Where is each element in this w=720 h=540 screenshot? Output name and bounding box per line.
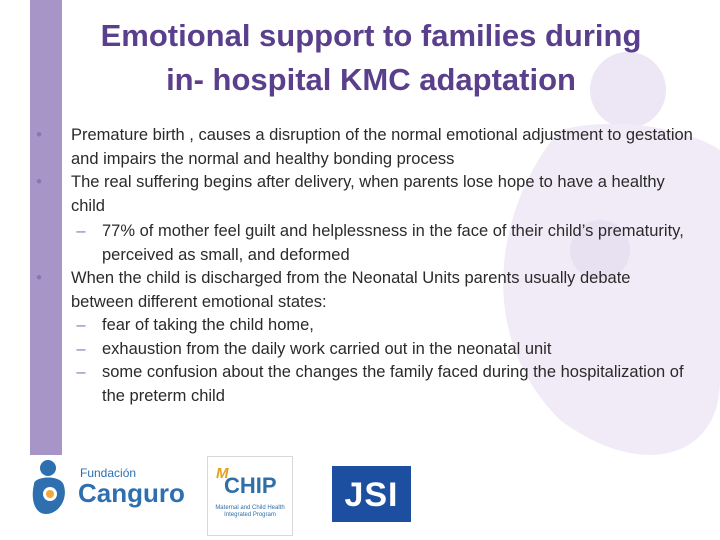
- sub-bullet-item: [28, 220, 693, 267]
- mchip-mark: M: [216, 465, 229, 482]
- sub-bullet-text: fear of taking the child home,: [102, 316, 314, 334]
- title-line-1: Emotional support to families during: [100, 18, 642, 53]
- mchip-word: CHIP: [224, 473, 277, 498]
- sub-bullet-marker: –: [76, 363, 86, 381]
- kangaroo-icon: [28, 456, 76, 518]
- slide-title: [62, 14, 680, 102]
- sub-bullet-marker: –: [76, 222, 86, 240]
- bullet-text: Premature birth , causes a disruption of the normal emotional adjustment to gestation and impairs the normal and healthy bonding process: [71, 126, 693, 168]
- bullet-item: [28, 267, 693, 314]
- mchip-logo: [207, 456, 293, 536]
- bullet-item: [28, 124, 693, 171]
- jsi-text: JSI: [344, 476, 399, 514]
- sponsor-logos: [0, 450, 720, 540]
- mchip-subtitle: Maternal and Child Health Integrated Program: [215, 505, 285, 518]
- bullet-text: The real suffering begins after delivery, when parents lose hope to have a healthy child: [71, 173, 665, 215]
- sub-bullet-item: [28, 314, 693, 338]
- slide-body: [28, 124, 693, 408]
- canguro-logo: [28, 456, 185, 518]
- title-line-2: in- hospital KMC adaptation: [166, 62, 576, 97]
- sub-bullet-text: exhaustion from the daily work carried out in the neonatal unit: [102, 339, 552, 358]
- sub-bullet-text: some confusion about the changes the family faced during the hospitalization of the preterm child: [102, 363, 684, 405]
- sub-bullet-marker: –: [76, 339, 86, 358]
- jsi-logo: [332, 466, 411, 522]
- bullet-marker: •: [36, 269, 42, 287]
- canguro-small-text: Fundación: [80, 466, 137, 480]
- sub-bullet-item: [28, 361, 693, 408]
- sub-bullet-marker: –: [76, 316, 86, 334]
- sub-bullet-item: [28, 338, 693, 362]
- bullet-item: [28, 171, 693, 218]
- bullet-marker: •: [36, 173, 42, 191]
- canguro-name: Canguro: [78, 478, 185, 508]
- sub-bullet-text: 77% of mother feel guilt and helplessness in the face of their child’s prematurity, perceived as small, and deformed: [102, 222, 684, 264]
- bullet-marker: •: [36, 126, 42, 144]
- bullet-text: When the child is discharged from the Neonatal Units parents usually debate between different emotional states:: [71, 269, 631, 311]
